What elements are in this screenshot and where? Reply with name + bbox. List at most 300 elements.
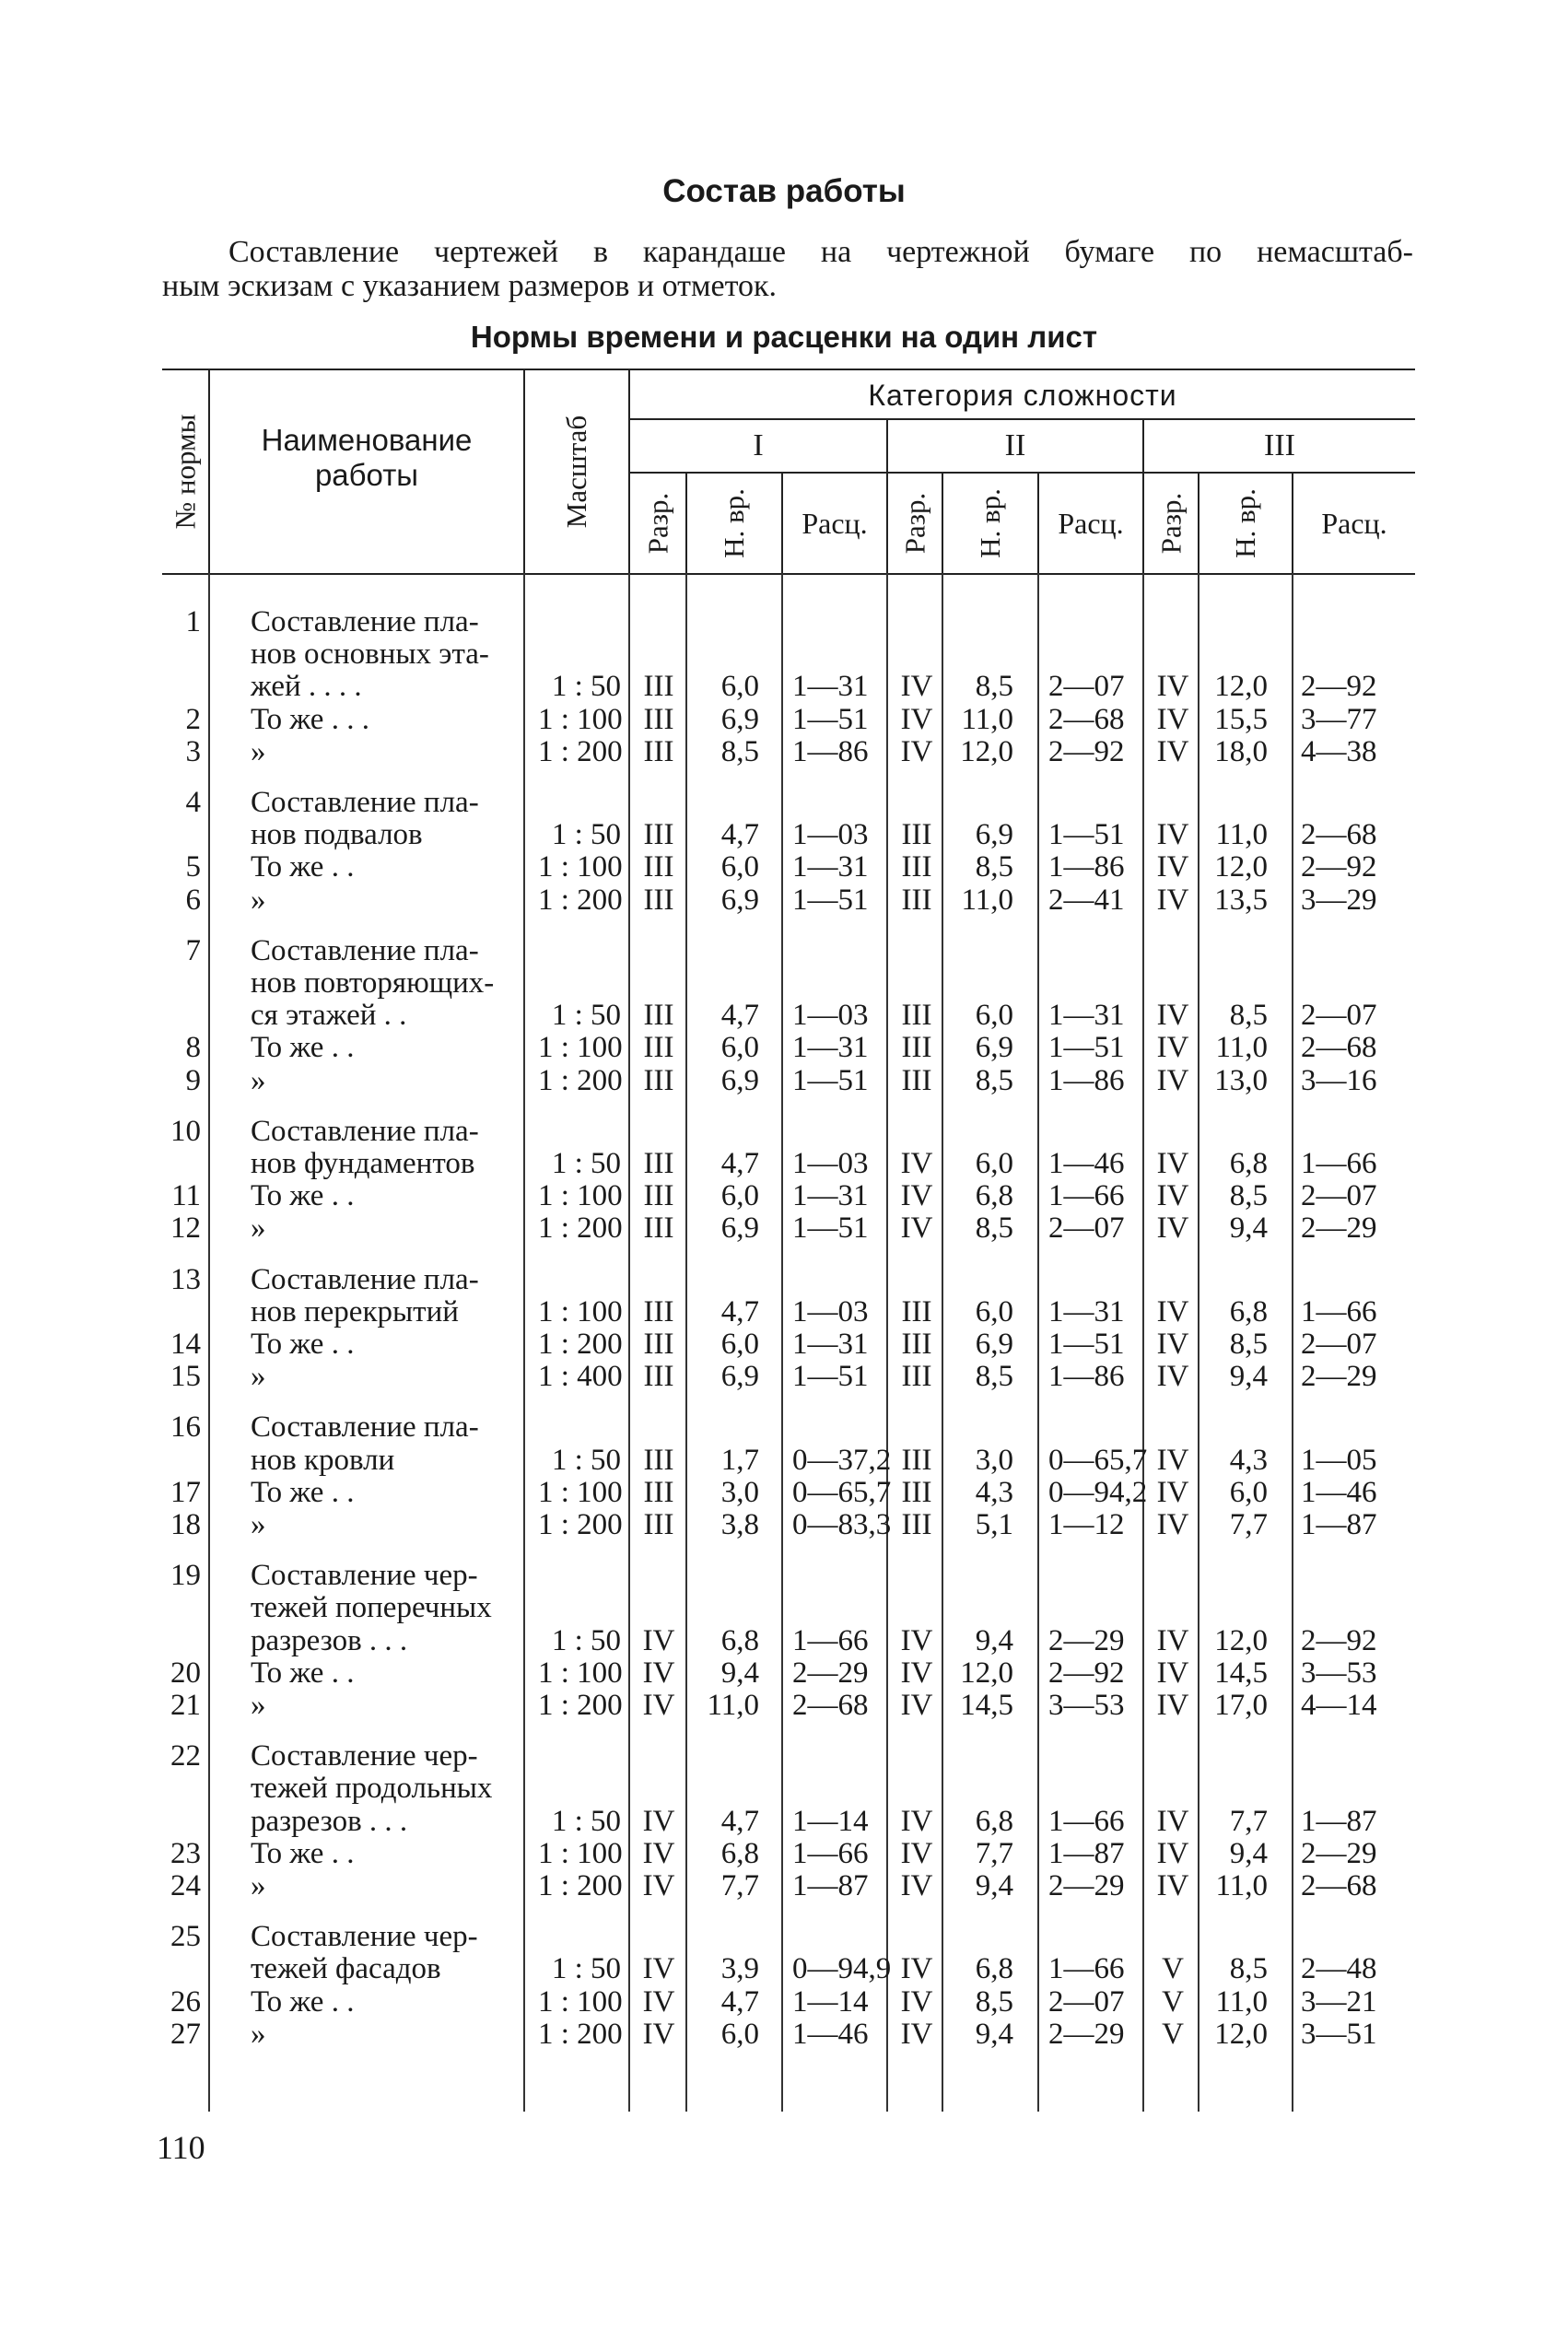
cell-value: III: [643, 1475, 674, 1509]
cell-value: IV: [1156, 1689, 1189, 1722]
cell-value: 6,8: [975, 1952, 1013, 1986]
cell-value: 3—29: [1301, 883, 1377, 917]
cell-value: 6,0: [975, 999, 1013, 1033]
cell-value: 11,0: [961, 702, 1013, 736]
cell-value: 1,7: [720, 1443, 759, 1477]
cell-value: III: [643, 1211, 674, 1246]
cell-value: 1—87: [1301, 1508, 1377, 1541]
cell-value: 2—48: [1301, 1952, 1377, 1986]
work-name: Составление пла-: [251, 1114, 479, 1148]
cell-value: IV: [642, 1804, 675, 1838]
cell-value: 3,9: [720, 1952, 759, 1986]
cell-value: III: [901, 883, 932, 917]
work-name: нов повторяющих-: [251, 966, 495, 1000]
cell-value: III: [643, 1508, 674, 1541]
cell-value: IV: [1156, 1179, 1189, 1213]
table-row: [162, 736, 1415, 768]
norm-number: 8: [185, 1031, 201, 1065]
work-name: нов фундаментов: [251, 1147, 475, 1180]
scale-value: 1 : 400: [538, 1360, 623, 1394]
work-name: тежей фасадов: [251, 1952, 441, 1986]
cell-value: 14,5: [1214, 1656, 1268, 1690]
scale-value: 1 : 200: [538, 1508, 623, 1541]
cell-value: 6,9: [975, 818, 1013, 852]
cell-value: IV: [1156, 1294, 1189, 1328]
cell-value: III: [643, 999, 674, 1033]
header-complexity-category: Категория сложности: [868, 378, 1177, 412]
cell-value: 1—03: [792, 999, 869, 1033]
table-row: [162, 704, 1415, 736]
cell-value: 2—68: [1301, 818, 1377, 852]
cell-value: 6,0: [720, 850, 759, 884]
cell-value: 1—87: [1048, 1836, 1125, 1870]
cell-value: 1—66: [1301, 1294, 1377, 1328]
header-razr-2: Разр.: [898, 492, 930, 555]
cell-value: 15,5: [1214, 702, 1268, 736]
cell-value: 1—05: [1301, 1443, 1377, 1477]
table-row: [162, 1148, 1415, 1180]
cell-value: 7,7: [975, 1836, 1013, 1870]
work-name: Составление пла-: [251, 605, 479, 638]
cell-value: 6,0: [720, 1179, 759, 1213]
table-row: [162, 1740, 1415, 1773]
cell-value: IV: [642, 1836, 675, 1870]
cell-value: 7,7: [1229, 1804, 1268, 1838]
cell-value: 2—07: [1301, 999, 1377, 1033]
work-name: »: [251, 883, 266, 917]
cell-value: III: [901, 818, 932, 852]
cell-value: 1—51: [792, 702, 869, 736]
cell-value: 11,0: [707, 1689, 759, 1722]
table-row: [162, 1116, 1415, 1148]
header-work-name: Наименование работы: [261, 423, 473, 492]
cell-value: IV: [1156, 1836, 1189, 1870]
cell-value: IV: [1156, 1804, 1189, 1838]
cell-value: 12,0: [1214, 1623, 1268, 1657]
table-row: [162, 1032, 1415, 1064]
cell-value: III: [643, 670, 674, 704]
cell-value: 1—87: [792, 1869, 869, 1902]
cell-value: 2—92: [1301, 850, 1377, 884]
table-row: [162, 1180, 1415, 1212]
header-rasc-1: Расц.: [802, 506, 868, 540]
norm-number: 3: [185, 734, 201, 768]
cell-value: V: [1162, 1984, 1184, 2019]
table-row: [162, 606, 1415, 638]
cell-value: IV: [1156, 1869, 1189, 1902]
work-name: »: [251, 1360, 266, 1394]
norm-number: 6: [185, 883, 201, 917]
cell-value: 2—41: [1048, 883, 1125, 917]
cell-value: 1—14: [792, 1984, 869, 2019]
work-name: разрезов . . .: [251, 1804, 408, 1838]
cell-value: IV: [1156, 850, 1189, 884]
work-name: »: [251, 1211, 266, 1246]
table-row: [162, 1264, 1415, 1296]
scale-value: 1 : 50: [551, 818, 621, 852]
cell-value: 7,7: [1229, 1508, 1268, 1541]
table-body: [162, 573, 1415, 2112]
scale-value: 1 : 50: [551, 1147, 621, 1180]
cell-value: IV: [900, 1952, 933, 1986]
header-nvr-3: Н. вр.: [1229, 488, 1261, 558]
cell-value: 6,0: [720, 1031, 759, 1065]
work-name: Составление пла-: [251, 1410, 479, 1445]
cell-value: 6,9: [975, 1328, 1013, 1361]
cell-value: 12,0: [960, 1656, 1013, 1690]
cell-value: 6,0: [720, 670, 759, 704]
work-name: То же . .: [251, 1179, 355, 1213]
table-row: [162, 1986, 1415, 2019]
cell-value: 12,0: [1214, 670, 1268, 704]
cell-value: 6,0: [975, 1294, 1013, 1328]
cell-value: III: [643, 1179, 674, 1213]
work-name: То же . .: [251, 850, 355, 884]
scale-value: 1 : 100: [538, 1475, 623, 1509]
table-row: [162, 1445, 1415, 1477]
table-row: [162, 819, 1415, 851]
cell-value: IV: [642, 1689, 675, 1722]
table-row: [162, 1592, 1415, 1624]
header-norm-number: № нормы: [169, 414, 201, 530]
cell-value: 1—46: [1048, 1147, 1125, 1180]
scale-value: 1 : 50: [551, 1804, 621, 1838]
table-row: [162, 1870, 1415, 1902]
cell-value: 6,8: [720, 1623, 759, 1657]
table-row: [162, 1065, 1415, 1097]
work-name: То же . .: [251, 1475, 355, 1509]
cell-value: 5,1: [975, 1508, 1013, 1541]
cell-value: 9,4: [975, 1869, 1013, 1902]
cell-value: III: [901, 1294, 932, 1328]
scale-value: 1 : 200: [538, 2017, 623, 2051]
cell-value: 1—51: [792, 1360, 869, 1394]
table-row: [162, 1953, 1415, 1985]
table-row: [162, 1000, 1415, 1032]
cell-value: III: [643, 734, 674, 768]
cell-value: 4,7: [720, 1804, 759, 1838]
cell-value: 6,9: [975, 1031, 1013, 1065]
cell-value: IV: [1156, 1656, 1189, 1690]
cell-value: 8,5: [975, 1063, 1013, 1097]
cell-value: IV: [642, 1623, 675, 1657]
cell-value: 6,9: [720, 1211, 759, 1246]
scale-value: 1 : 200: [538, 1869, 623, 1902]
work-name: разрезов . . .: [251, 1623, 408, 1657]
cell-value: 1—86: [1048, 850, 1125, 884]
cell-value: III: [901, 999, 932, 1033]
scale-value: 1 : 100: [538, 1984, 623, 2019]
cell-value: 3—53: [1048, 1689, 1125, 1722]
header-nvr-1: Н. вр.: [718, 488, 750, 558]
norm-number: 2: [185, 702, 201, 736]
table-row: [162, 1773, 1415, 1805]
cell-value: 6,9: [720, 702, 759, 736]
norm-number: 22: [170, 1739, 201, 1773]
cell-value: 3—21: [1301, 1984, 1377, 2019]
work-name: Составление чер-: [251, 1559, 478, 1593]
cell-value: 11,0: [1215, 1031, 1268, 1065]
work-name: То же . .: [251, 1656, 355, 1690]
table-row: [162, 884, 1415, 917]
cell-value: 3,8: [720, 1508, 759, 1541]
cell-value: 2—68: [1301, 1031, 1377, 1065]
cell-value: 2—68: [1301, 1869, 1377, 1902]
cell-value: 14,5: [960, 1689, 1013, 1722]
work-name: »: [251, 734, 266, 768]
cell-value: 18,0: [1214, 734, 1268, 768]
cell-value: IV: [900, 2017, 933, 2051]
cell-value: IV: [1156, 1623, 1189, 1657]
cell-value: 0—94,9: [792, 1952, 892, 1986]
cell-value: 1—31: [1048, 999, 1125, 1033]
cell-value: III: [643, 702, 674, 736]
cell-value: 1—86: [792, 734, 869, 768]
cell-value: 2—07: [1048, 1984, 1125, 2019]
cell-value: 17,0: [1214, 1689, 1268, 1722]
cell-value: 11,0: [1215, 818, 1268, 852]
cell-value: IV: [900, 1869, 933, 1902]
norm-number: 24: [170, 1869, 201, 1902]
cell-value: 1—86: [1048, 1063, 1125, 1097]
cell-value: 2—92: [1301, 670, 1377, 704]
cell-value: III: [643, 883, 674, 917]
cell-value: IV: [1156, 999, 1189, 1033]
work-name: нов кровли: [251, 1443, 395, 1477]
cell-value: III: [643, 1443, 674, 1477]
cell-value: IV: [1156, 818, 1189, 852]
cell-value: 1—87: [1301, 1804, 1377, 1838]
cell-value: 13,5: [1214, 883, 1268, 917]
cell-value: 6,9: [720, 1063, 759, 1097]
cell-value: 1—03: [792, 818, 869, 852]
cell-value: III: [901, 1475, 932, 1509]
cell-value: 1—51: [792, 1063, 869, 1097]
norm-number: 25: [170, 1920, 201, 1954]
cell-value: 12,0: [1214, 850, 1268, 884]
norm-number: 17: [170, 1475, 201, 1509]
cell-value: III: [643, 1063, 674, 1097]
cell-value: 7,7: [720, 1869, 759, 1902]
cell-value: 0—83,3: [792, 1508, 892, 1541]
scale-value: 1 : 100: [538, 1031, 623, 1065]
cell-value: 1—66: [792, 1623, 869, 1657]
work-name: жей . . . .: [251, 670, 362, 704]
cell-value: 8,5: [1229, 1179, 1268, 1213]
table-row: [162, 787, 1415, 819]
cell-value: 2—07: [1048, 670, 1125, 704]
header-category-iii: III: [1264, 428, 1295, 462]
cell-value: 0—65,7: [792, 1475, 892, 1509]
header-scale: Масштаб: [560, 415, 593, 529]
cell-value: 1—86: [1048, 1360, 1125, 1394]
table-row: [162, 1657, 1415, 1690]
norm-number: 13: [170, 1262, 201, 1296]
cell-value: 2—29: [1301, 1836, 1377, 1870]
intro-line-1: Составление чертежей в карандаше на чертежной бумаге по немасштаб-: [228, 235, 1413, 269]
cell-value: 1—14: [792, 1804, 869, 1838]
cell-value: 4,3: [975, 1475, 1013, 1509]
cell-value: IV: [1156, 883, 1189, 917]
cell-value: 2—92: [1048, 1656, 1125, 1690]
cell-value: 1—46: [1301, 1475, 1377, 1509]
table-row: [162, 638, 1415, 671]
cell-value: 3—16: [1301, 1063, 1377, 1097]
cell-value: 6,9: [720, 1360, 759, 1394]
norm-number: 26: [170, 1984, 201, 2019]
cell-value: 12,0: [1214, 2017, 1268, 2051]
cell-value: 2—92: [1301, 1623, 1377, 1657]
cell-value: 3—51: [1301, 2017, 1377, 2051]
cell-value: IV: [900, 702, 933, 736]
cell-value: IV: [642, 1952, 675, 1986]
cell-value: IV: [900, 1984, 933, 2019]
cell-value: IV: [900, 1836, 933, 1870]
cell-value: 2—07: [1301, 1179, 1377, 1213]
norm-number: 5: [185, 850, 201, 884]
cell-value: IV: [1156, 1031, 1189, 1065]
table-header: [162, 369, 1415, 575]
header-razr-1: Разр.: [641, 492, 673, 555]
norm-number: 15: [170, 1360, 201, 1394]
cell-value: 2—29: [1048, 1869, 1125, 1902]
cell-value: 2—29: [792, 1656, 869, 1690]
cell-value: 0—65,7: [1048, 1443, 1148, 1477]
intro-line-2: ным эскизам с указанием размеров и отметок.: [162, 269, 778, 303]
work-name: нов основных эта-: [251, 638, 489, 672]
norm-number: 10: [170, 1114, 201, 1148]
cell-value: III: [901, 850, 932, 884]
norm-number: 18: [170, 1508, 201, 1541]
table-row: [162, 967, 1415, 1000]
cell-value: IV: [1156, 734, 1189, 768]
cell-value: 1—31: [1048, 1294, 1125, 1328]
intro-paragraph: [162, 235, 1413, 303]
norm-number: 9: [185, 1063, 201, 1097]
norm-number: 4: [185, 786, 201, 819]
table-row: [162, 671, 1415, 703]
cell-value: 9,4: [720, 1656, 759, 1690]
cell-value: III: [901, 1360, 932, 1394]
cell-value: IV: [1156, 702, 1189, 736]
scale-value: 1 : 50: [551, 670, 621, 704]
cell-value: 1—66: [1048, 1804, 1125, 1838]
cell-value: 4,7: [720, 818, 759, 852]
scale-value: 1 : 200: [538, 734, 623, 768]
cell-value: IV: [1156, 670, 1189, 704]
table-row: [162, 1477, 1415, 1509]
cell-value: IV: [642, 2017, 675, 2051]
cell-value: 1—31: [792, 670, 869, 704]
table-row: [162, 1690, 1415, 1722]
cell-value: 4,7: [720, 1294, 759, 1328]
cell-value: 2—92: [1048, 734, 1125, 768]
cell-value: IV: [1156, 1443, 1189, 1477]
cell-value: 1—66: [792, 1836, 869, 1870]
cell-value: 2—68: [1048, 702, 1125, 736]
cell-value: 2—68: [792, 1689, 869, 1722]
cell-value: IV: [642, 1984, 675, 2019]
cell-value: 4,7: [720, 999, 759, 1033]
work-name: тежей продольных: [251, 1772, 493, 1806]
cell-value: IV: [900, 670, 933, 704]
cell-value: 6,8: [1229, 1294, 1268, 1328]
cell-value: IV: [1156, 1360, 1189, 1394]
cell-value: 6,0: [975, 1147, 1013, 1180]
table-title: Нормы времени и расценки на один лист: [470, 320, 1098, 354]
norm-number: 19: [170, 1559, 201, 1593]
table-row: [162, 1328, 1415, 1361]
work-name: Составление пла-: [251, 786, 479, 819]
work-name: »: [251, 1869, 266, 1902]
scale-value: 1 : 50: [551, 1623, 621, 1657]
table-row: [162, 1212, 1415, 1245]
cell-value: 2—07: [1301, 1328, 1377, 1361]
cell-value: 9,4: [1229, 1211, 1268, 1246]
work-name: нов подвалов: [251, 818, 423, 852]
norm-number: 12: [170, 1211, 201, 1246]
cell-value: 1—51: [1048, 1328, 1125, 1361]
cell-value: 6,8: [1229, 1147, 1268, 1180]
cell-value: 1—31: [792, 850, 869, 884]
work-name: То же . .: [251, 1031, 355, 1065]
table-row: [162, 1560, 1415, 1592]
scale-value: 1 : 100: [538, 702, 623, 736]
table-row: [162, 935, 1415, 967]
cell-value: III: [643, 1294, 674, 1328]
cell-value: 3—53: [1301, 1656, 1377, 1690]
cell-value: 1—31: [792, 1179, 869, 1213]
cell-value: 9,4: [1229, 1360, 1268, 1394]
norm-number: 20: [170, 1656, 201, 1690]
scale-value: 1 : 50: [551, 1952, 621, 1986]
cell-value: 4—14: [1301, 1689, 1377, 1722]
cell-value: III: [643, 1031, 674, 1065]
scale-value: 1 : 100: [538, 1294, 623, 1328]
cell-value: 1—12: [1048, 1508, 1125, 1541]
cell-value: 1—51: [1048, 1031, 1125, 1065]
cell-value: IV: [900, 734, 933, 768]
work-name: То же . . .: [251, 702, 369, 736]
scale-value: 1 : 100: [538, 1656, 623, 1690]
section-title: Состав работы: [662, 173, 906, 209]
cell-value: IV: [900, 1179, 933, 1213]
cell-value: 6,9: [720, 883, 759, 917]
cell-value: 4,7: [720, 1984, 759, 2019]
table-row: [162, 851, 1415, 884]
cell-value: 1—46: [792, 2017, 869, 2051]
cell-value: 2—07: [1048, 1211, 1125, 1246]
cell-value: 6,0: [1229, 1475, 1268, 1509]
scale-value: 1 : 200: [538, 1063, 623, 1097]
cell-value: IV: [1156, 1508, 1189, 1541]
work-name: То же . .: [251, 1984, 355, 2019]
table-row: [162, 1921, 1415, 1953]
cell-value: IV: [1156, 1147, 1189, 1180]
norm-number: 14: [170, 1328, 201, 1361]
cell-value: 1—51: [792, 1211, 869, 1246]
cell-value: 8,5: [975, 1360, 1013, 1394]
cell-value: IV: [1156, 1211, 1189, 1246]
scale-value: 1 : 50: [551, 999, 621, 1033]
cell-value: IV: [642, 1869, 675, 1902]
table-row: [162, 2019, 1415, 2051]
cell-value: IV: [900, 1804, 933, 1838]
scale-value: 1 : 200: [538, 1328, 623, 1361]
header-rasc-3: Расц.: [1321, 506, 1387, 540]
cell-value: IV: [1156, 1328, 1189, 1361]
cell-value: 1—66: [1301, 1147, 1377, 1180]
